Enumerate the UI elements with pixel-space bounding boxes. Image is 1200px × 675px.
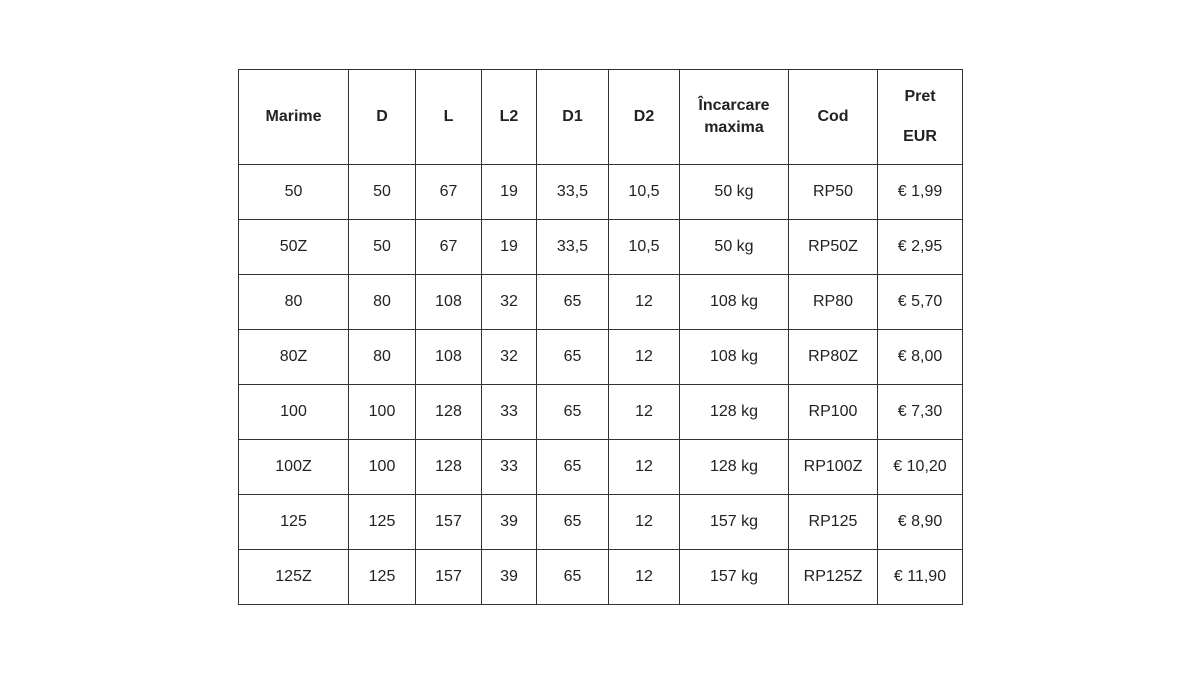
header-incarcare-line1: Încarcare: [698, 97, 770, 114]
cell-incarcare-maxima: 157 kg: [680, 495, 789, 550]
cell-marime: 50Z: [239, 220, 349, 275]
table-row: [239, 330, 963, 385]
table-body: [239, 165, 963, 605]
header-incarcare-line2: maxima: [704, 119, 764, 136]
cell-d2: 12: [609, 385, 680, 440]
cell-l2: 39: [482, 495, 537, 550]
cell-l: 108: [416, 275, 482, 330]
table-row: [239, 220, 963, 275]
cell-cod: RP50: [789, 165, 878, 220]
cell-cod: RP80: [789, 275, 878, 330]
cell-d: 80: [349, 330, 416, 385]
cell-l: 108: [416, 330, 482, 385]
cell-incarcare-maxima: 128 kg: [680, 440, 789, 495]
table-row: [239, 385, 963, 440]
cell-marime: 125: [239, 495, 349, 550]
cell-l2: 33: [482, 385, 537, 440]
cell-d2: 10,5: [609, 220, 680, 275]
cell-d1: 65: [537, 495, 609, 550]
cell-d: 50: [349, 220, 416, 275]
cell-incarcare-maxima: 157 kg: [680, 550, 789, 605]
cell-d: 50: [349, 165, 416, 220]
cell-pret: € 11,90: [878, 550, 963, 605]
cell-pret: € 2,95: [878, 220, 963, 275]
cell-d: 125: [349, 550, 416, 605]
cell-marime: 80Z: [239, 330, 349, 385]
cell-d1: 65: [537, 385, 609, 440]
cell-d: 125: [349, 495, 416, 550]
cell-l2: 32: [482, 330, 537, 385]
cell-d2: 12: [609, 330, 680, 385]
cell-l: 67: [416, 165, 482, 220]
cell-d: 100: [349, 440, 416, 495]
cell-cod: RP80Z: [789, 330, 878, 385]
header-pret: [878, 70, 963, 165]
cell-d: 80: [349, 275, 416, 330]
cell-d1: 65: [537, 275, 609, 330]
cell-d: 100: [349, 385, 416, 440]
cell-cod: RP50Z: [789, 220, 878, 275]
cell-marime: 125Z: [239, 550, 349, 605]
cell-cod: RP100: [789, 385, 878, 440]
cell-pret: € 7,30: [878, 385, 963, 440]
cell-marime: 100: [239, 385, 349, 440]
cell-cod: RP125: [789, 495, 878, 550]
header-pret-line2: EUR: [903, 128, 937, 145]
cell-d1: 33,5: [537, 220, 609, 275]
cell-pret: € 10,20: [878, 440, 963, 495]
cell-l2: 33: [482, 440, 537, 495]
cell-d2: 12: [609, 440, 680, 495]
cell-incarcare-maxima: 108 kg: [680, 275, 789, 330]
header-marime: Marime: [239, 70, 349, 165]
cell-d1: 33,5: [537, 165, 609, 220]
cell-d2: 12: [609, 550, 680, 605]
cell-marime: 80: [239, 275, 349, 330]
cell-marime: 50: [239, 165, 349, 220]
cell-pret: € 8,00: [878, 330, 963, 385]
cell-l: 128: [416, 385, 482, 440]
cell-l2: 32: [482, 275, 537, 330]
cell-marime: 100Z: [239, 440, 349, 495]
cell-d2: 12: [609, 495, 680, 550]
header-l2: L2: [482, 70, 537, 165]
table-row: [239, 440, 963, 495]
cell-l2: 39: [482, 550, 537, 605]
cell-incarcare-maxima: 50 kg: [680, 165, 789, 220]
cell-pret: € 8,90: [878, 495, 963, 550]
table-row: [239, 275, 963, 330]
cell-incarcare-maxima: 108 kg: [680, 330, 789, 385]
table-row: [239, 495, 963, 550]
header-pret-line1: Pret: [904, 88, 936, 105]
header-d1: D1: [537, 70, 609, 165]
cell-l2: 19: [482, 220, 537, 275]
cell-cod: RP125Z: [789, 550, 878, 605]
cell-d2: 10,5: [609, 165, 680, 220]
cell-d1: 65: [537, 550, 609, 605]
cell-d1: 65: [537, 440, 609, 495]
table-row: [239, 165, 963, 220]
header-cod: Cod: [789, 70, 878, 165]
cell-l: 157: [416, 495, 482, 550]
table-row: [239, 550, 963, 605]
cell-cod: RP100Z: [789, 440, 878, 495]
cell-l2: 19: [482, 165, 537, 220]
header-l: L: [416, 70, 482, 165]
header-incarcare-maxima: [680, 70, 789, 165]
cell-incarcare-maxima: 50 kg: [680, 220, 789, 275]
cell-l: 157: [416, 550, 482, 605]
cell-pret: € 5,70: [878, 275, 963, 330]
cell-incarcare-maxima: 128 kg: [680, 385, 789, 440]
cell-l: 128: [416, 440, 482, 495]
cell-l: 67: [416, 220, 482, 275]
header-row: [239, 70, 963, 165]
header-d2: D2: [609, 70, 680, 165]
header-d: D: [349, 70, 416, 165]
cell-d1: 65: [537, 330, 609, 385]
cell-pret: € 1,99: [878, 165, 963, 220]
product-spec-table: [238, 69, 963, 605]
cell-d2: 12: [609, 275, 680, 330]
